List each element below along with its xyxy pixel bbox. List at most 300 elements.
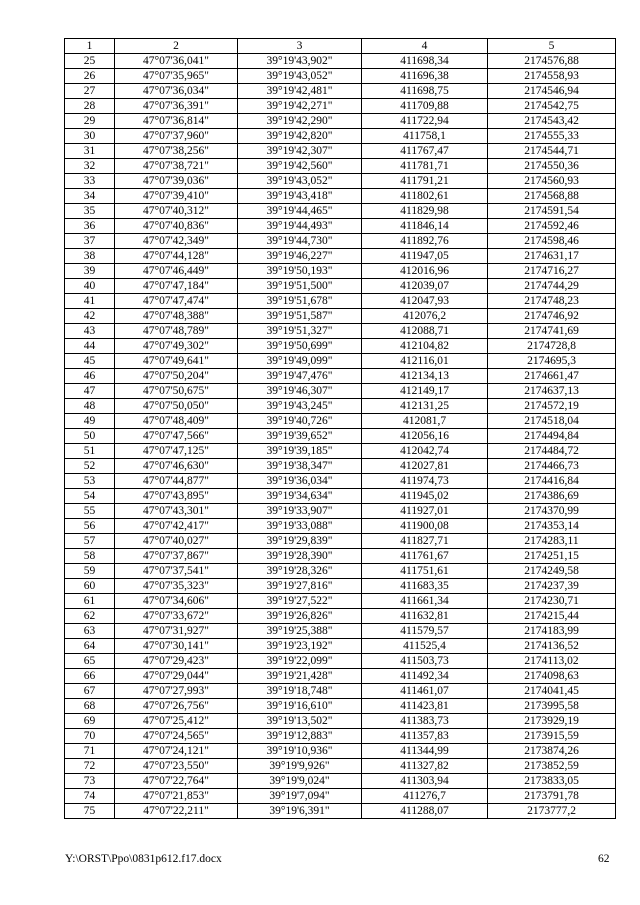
cell-latitude: 47°07'47,125" bbox=[115, 444, 238, 459]
cell-y-coordinate: 2173833,05 bbox=[488, 774, 616, 789]
cell-longitude: 39°19'25,388" bbox=[238, 624, 362, 639]
cell-point-number: 70 bbox=[65, 729, 115, 744]
cell-x-coordinate: 411927,01 bbox=[362, 504, 488, 519]
cell-latitude: 47°07'42,349" bbox=[115, 234, 238, 249]
table-row bbox=[65, 519, 616, 534]
cell-x-coordinate: 411761,67 bbox=[362, 549, 488, 564]
cell-longitude: 39°19'51,678" bbox=[238, 294, 362, 309]
cell-latitude: 47°07'36,041" bbox=[115, 54, 238, 69]
cell-x-coordinate: 411276,7 bbox=[362, 789, 488, 804]
cell-y-coordinate: 2173995,58 bbox=[488, 699, 616, 714]
cell-x-coordinate: 411767,47 bbox=[362, 144, 488, 159]
cell-y-coordinate: 2174631,17 bbox=[488, 249, 616, 264]
cell-x-coordinate: 411802,61 bbox=[362, 189, 488, 204]
cell-point-number: 47 bbox=[65, 384, 115, 399]
cell-longitude: 39°19'13,502" bbox=[238, 714, 362, 729]
cell-y-coordinate: 2174746,92 bbox=[488, 309, 616, 324]
cell-latitude: 47°07'37,960" bbox=[115, 129, 238, 144]
table-row bbox=[65, 84, 616, 99]
cell-y-coordinate: 2174416,84 bbox=[488, 474, 616, 489]
cell-x-coordinate: 411900,08 bbox=[362, 519, 488, 534]
cell-point-number: 45 bbox=[65, 354, 115, 369]
cell-x-coordinate: 411709,88 bbox=[362, 99, 488, 114]
cell-x-coordinate: 412047,93 bbox=[362, 294, 488, 309]
cell-point-number: 56 bbox=[65, 519, 115, 534]
cell-point-number: 28 bbox=[65, 99, 115, 114]
table-row bbox=[65, 99, 616, 114]
cell-point-number: 61 bbox=[65, 594, 115, 609]
table-row bbox=[65, 384, 616, 399]
cell-longitude: 39°19'39,185" bbox=[238, 444, 362, 459]
cell-latitude: 47°07'24,121" bbox=[115, 744, 238, 759]
cell-latitude: 47°07'47,184" bbox=[115, 279, 238, 294]
cell-latitude: 47°07'26,756" bbox=[115, 699, 238, 714]
cell-y-coordinate: 2174592,46 bbox=[488, 219, 616, 234]
table-row bbox=[65, 774, 616, 789]
cell-x-coordinate: 412149,17 bbox=[362, 384, 488, 399]
cell-latitude: 47°07'48,789" bbox=[115, 324, 238, 339]
cell-point-number: 35 bbox=[65, 204, 115, 219]
table-row bbox=[65, 354, 616, 369]
table-row bbox=[65, 114, 616, 129]
cell-x-coordinate: 412042,74 bbox=[362, 444, 488, 459]
cell-x-coordinate: 411698,75 bbox=[362, 84, 488, 99]
cell-longitude: 39°19'40,726" bbox=[238, 414, 362, 429]
cell-longitude: 39°19'21,428" bbox=[238, 669, 362, 684]
cell-point-number: 55 bbox=[65, 504, 115, 519]
cell-y-coordinate: 2174546,94 bbox=[488, 84, 616, 99]
cell-longitude: 39°19'34,634" bbox=[238, 489, 362, 504]
cell-point-number: 50 bbox=[65, 429, 115, 444]
cell-x-coordinate: 412039,07 bbox=[362, 279, 488, 294]
cell-latitude: 47°07'36,391" bbox=[115, 99, 238, 114]
cell-x-coordinate: 412056,16 bbox=[362, 429, 488, 444]
cell-latitude: 47°07'47,474" bbox=[115, 294, 238, 309]
cell-latitude: 47°07'49,641" bbox=[115, 354, 238, 369]
cell-point-number: 46 bbox=[65, 369, 115, 384]
table-row bbox=[65, 144, 616, 159]
cell-y-coordinate: 2174249,58 bbox=[488, 564, 616, 579]
cell-longitude: 39°19'49,099" bbox=[238, 354, 362, 369]
cell-point-number: 31 bbox=[65, 144, 115, 159]
cell-y-coordinate: 2174748,23 bbox=[488, 294, 616, 309]
footer-file-path: Y:\ORST\Ppo\0831p612.f17.docx bbox=[65, 853, 222, 865]
cell-y-coordinate: 2173929,19 bbox=[488, 714, 616, 729]
table-row bbox=[65, 189, 616, 204]
cell-y-coordinate: 2174728,8 bbox=[488, 339, 616, 354]
cell-x-coordinate: 411525,4 bbox=[362, 639, 488, 654]
cell-longitude: 39°19'6,391" bbox=[238, 804, 362, 819]
cell-y-coordinate: 2174560,93 bbox=[488, 174, 616, 189]
table-row bbox=[65, 69, 616, 84]
table-row bbox=[65, 654, 616, 669]
cell-x-coordinate: 411974,73 bbox=[362, 474, 488, 489]
table-row bbox=[65, 399, 616, 414]
cell-point-number: 42 bbox=[65, 309, 115, 324]
cell-latitude: 47°07'40,312" bbox=[115, 204, 238, 219]
cell-point-number: 51 bbox=[65, 444, 115, 459]
table-row bbox=[65, 294, 616, 309]
cell-y-coordinate: 2173874,26 bbox=[488, 744, 616, 759]
cell-longitude: 39°19'46,227" bbox=[238, 249, 362, 264]
cell-latitude: 47°07'44,128" bbox=[115, 249, 238, 264]
cell-x-coordinate: 412027,81 bbox=[362, 459, 488, 474]
cell-y-coordinate: 2174544,71 bbox=[488, 144, 616, 159]
table-row bbox=[65, 234, 616, 249]
cell-x-coordinate: 411829,98 bbox=[362, 204, 488, 219]
table-row bbox=[65, 549, 616, 564]
cell-x-coordinate: 412131,25 bbox=[362, 399, 488, 414]
table-row bbox=[65, 699, 616, 714]
cell-x-coordinate: 411383,73 bbox=[362, 714, 488, 729]
table-row bbox=[65, 309, 616, 324]
table-row bbox=[65, 639, 616, 654]
table-row bbox=[65, 804, 616, 819]
cell-longitude: 39°19'43,418" bbox=[238, 189, 362, 204]
cell-latitude: 47°07'38,256" bbox=[115, 144, 238, 159]
cell-y-coordinate: 2174568,88 bbox=[488, 189, 616, 204]
cell-y-coordinate: 2174215,44 bbox=[488, 609, 616, 624]
cell-point-number: 54 bbox=[65, 489, 115, 504]
table-row bbox=[65, 249, 616, 264]
cell-x-coordinate: 411696,38 bbox=[362, 69, 488, 84]
table-row bbox=[65, 744, 616, 759]
cell-latitude: 47°07'50,050" bbox=[115, 399, 238, 414]
cell-x-coordinate: 411827,71 bbox=[362, 534, 488, 549]
cell-latitude: 47°07'44,877" bbox=[115, 474, 238, 489]
cell-point-number: 49 bbox=[65, 414, 115, 429]
cell-longitude: 39°19'16,610" bbox=[238, 699, 362, 714]
cell-longitude: 39°19'27,522" bbox=[238, 594, 362, 609]
cell-longitude: 39°19'28,390" bbox=[238, 549, 362, 564]
table-row bbox=[65, 489, 616, 504]
cell-latitude: 47°07'36,814" bbox=[115, 114, 238, 129]
cell-y-coordinate: 2174598,46 bbox=[488, 234, 616, 249]
cell-y-coordinate: 2174466,73 bbox=[488, 459, 616, 474]
cell-point-number: 62 bbox=[65, 609, 115, 624]
cell-point-number: 26 bbox=[65, 69, 115, 84]
cell-longitude: 39°19'27,816" bbox=[238, 579, 362, 594]
table-row bbox=[65, 414, 616, 429]
cell-point-number: 38 bbox=[65, 249, 115, 264]
cell-x-coordinate: 411461,07 bbox=[362, 684, 488, 699]
cell-latitude: 47°07'40,836" bbox=[115, 219, 238, 234]
cell-x-coordinate: 411303,94 bbox=[362, 774, 488, 789]
cell-latitude: 47°07'48,409" bbox=[115, 414, 238, 429]
cell-latitude: 47°07'39,410" bbox=[115, 189, 238, 204]
cell-y-coordinate: 2174518,04 bbox=[488, 414, 616, 429]
cell-latitude: 47°07'27,993" bbox=[115, 684, 238, 699]
cell-y-coordinate: 2173791,78 bbox=[488, 789, 616, 804]
cell-x-coordinate: 411327,82 bbox=[362, 759, 488, 774]
cell-latitude: 47°07'24,565" bbox=[115, 729, 238, 744]
table-row bbox=[65, 264, 616, 279]
cell-y-coordinate: 2174251,15 bbox=[488, 549, 616, 564]
cell-point-number: 43 bbox=[65, 324, 115, 339]
cell-x-coordinate: 411947,05 bbox=[362, 249, 488, 264]
cell-latitude: 47°07'37,867" bbox=[115, 549, 238, 564]
cell-longitude: 39°19'22,099" bbox=[238, 654, 362, 669]
cell-longitude: 39°19'43,902" bbox=[238, 54, 362, 69]
cell-point-number: 30 bbox=[65, 129, 115, 144]
cell-x-coordinate: 411344,99 bbox=[362, 744, 488, 759]
cell-latitude: 47°07'47,566" bbox=[115, 429, 238, 444]
cell-longitude: 39°19'26,826" bbox=[238, 609, 362, 624]
cell-y-coordinate: 2174695,3 bbox=[488, 354, 616, 369]
cell-y-coordinate: 2174484,72 bbox=[488, 444, 616, 459]
cell-longitude: 39°19'42,481" bbox=[238, 84, 362, 99]
table-row bbox=[65, 429, 616, 444]
table-row bbox=[65, 624, 616, 639]
cell-longitude: 39°19'29,839" bbox=[238, 534, 362, 549]
cell-latitude: 47°07'33,672" bbox=[115, 609, 238, 624]
table-row bbox=[65, 474, 616, 489]
cell-longitude: 39°19'51,587" bbox=[238, 309, 362, 324]
cell-point-number: 48 bbox=[65, 399, 115, 414]
cell-latitude: 47°07'29,423" bbox=[115, 654, 238, 669]
cell-x-coordinate: 412116,01 bbox=[362, 354, 488, 369]
cell-y-coordinate: 2174572,19 bbox=[488, 399, 616, 414]
table-row bbox=[65, 444, 616, 459]
cell-latitude: 47°07'46,449" bbox=[115, 264, 238, 279]
table-row bbox=[65, 609, 616, 624]
cell-y-coordinate: 2174716,27 bbox=[488, 264, 616, 279]
cell-point-number: 67 bbox=[65, 684, 115, 699]
cell-y-coordinate: 2174230,71 bbox=[488, 594, 616, 609]
cell-point-number: 41 bbox=[65, 294, 115, 309]
cell-latitude: 47°07'43,895" bbox=[115, 489, 238, 504]
cell-latitude: 47°07'50,675" bbox=[115, 384, 238, 399]
cell-point-number: 71 bbox=[65, 744, 115, 759]
cell-y-coordinate: 2174283,11 bbox=[488, 534, 616, 549]
cell-longitude: 39°19'51,500" bbox=[238, 279, 362, 294]
cell-longitude: 39°19'43,245" bbox=[238, 399, 362, 414]
cell-y-coordinate: 2174041,45 bbox=[488, 684, 616, 699]
cell-longitude: 39°19'42,560" bbox=[238, 159, 362, 174]
cell-longitude: 39°19'18,748" bbox=[238, 684, 362, 699]
cell-point-number: 68 bbox=[65, 699, 115, 714]
cell-x-coordinate: 411781,71 bbox=[362, 159, 488, 174]
cell-x-coordinate: 411683,35 bbox=[362, 579, 488, 594]
cell-longitude: 39°19'36,034" bbox=[238, 474, 362, 489]
table-row bbox=[65, 534, 616, 549]
cell-x-coordinate: 412081,7 bbox=[362, 414, 488, 429]
cell-point-number: 60 bbox=[65, 579, 115, 594]
cell-latitude: 47°07'38,721" bbox=[115, 159, 238, 174]
cell-y-coordinate: 2173777,2 bbox=[488, 804, 616, 819]
cell-longitude: 39°19'39,652" bbox=[238, 429, 362, 444]
cell-x-coordinate: 411698,34 bbox=[362, 54, 488, 69]
cell-x-coordinate: 411846,14 bbox=[362, 219, 488, 234]
cell-point-number: 40 bbox=[65, 279, 115, 294]
cell-point-number: 34 bbox=[65, 189, 115, 204]
table-row bbox=[65, 174, 616, 189]
cell-latitude: 47°07'34,606" bbox=[115, 594, 238, 609]
cell-latitude: 47°07'22,764" bbox=[115, 774, 238, 789]
cell-longitude: 39°19'42,271" bbox=[238, 99, 362, 114]
cell-x-coordinate: 412088,71 bbox=[362, 324, 488, 339]
cell-longitude: 39°19'43,052" bbox=[238, 174, 362, 189]
cell-longitude: 39°19'42,307" bbox=[238, 144, 362, 159]
cell-longitude: 39°19'23,192" bbox=[238, 639, 362, 654]
cell-longitude: 39°19'12,883" bbox=[238, 729, 362, 744]
cell-x-coordinate: 411661,34 bbox=[362, 594, 488, 609]
cell-latitude: 47°07'22,211" bbox=[115, 804, 238, 819]
table-row bbox=[65, 714, 616, 729]
cell-y-coordinate: 2174098,63 bbox=[488, 669, 616, 684]
cell-point-number: 66 bbox=[65, 669, 115, 684]
table-row bbox=[65, 504, 616, 519]
cell-y-coordinate: 2174661,47 bbox=[488, 369, 616, 384]
cell-point-number: 64 bbox=[65, 639, 115, 654]
cell-y-coordinate: 2174386,69 bbox=[488, 489, 616, 504]
cell-point-number: 27 bbox=[65, 84, 115, 99]
table-row bbox=[65, 339, 616, 354]
cell-point-number: 44 bbox=[65, 339, 115, 354]
cell-latitude: 47°07'29,044" bbox=[115, 669, 238, 684]
cell-latitude: 47°07'46,630" bbox=[115, 459, 238, 474]
cell-y-coordinate: 2174637,13 bbox=[488, 384, 616, 399]
table-row bbox=[65, 729, 616, 744]
table-row bbox=[65, 759, 616, 774]
cell-longitude: 39°19'44,730" bbox=[238, 234, 362, 249]
table-row bbox=[65, 159, 616, 174]
cell-latitude: 47°07'35,323" bbox=[115, 579, 238, 594]
cell-y-coordinate: 2174591,54 bbox=[488, 204, 616, 219]
cell-latitude: 47°07'25,412" bbox=[115, 714, 238, 729]
cell-y-coordinate: 2174113,02 bbox=[488, 654, 616, 669]
table-row bbox=[65, 579, 616, 594]
cell-longitude: 39°19'7,094" bbox=[238, 789, 362, 804]
cell-y-coordinate: 2174543,42 bbox=[488, 114, 616, 129]
header-cell-point-number: 1 bbox=[65, 39, 115, 54]
cell-point-number: 72 bbox=[65, 759, 115, 774]
cell-x-coordinate: 412134,13 bbox=[362, 369, 488, 384]
cell-latitude: 47°07'31,927" bbox=[115, 624, 238, 639]
cell-x-coordinate: 411892,76 bbox=[362, 234, 488, 249]
cell-point-number: 25 bbox=[65, 54, 115, 69]
cell-point-number: 53 bbox=[65, 474, 115, 489]
cell-latitude: 47°07'36,034" bbox=[115, 84, 238, 99]
cell-longitude: 39°19'43,052" bbox=[238, 69, 362, 84]
cell-latitude: 47°07'21,853" bbox=[115, 789, 238, 804]
table-row bbox=[65, 669, 616, 684]
cell-longitude: 39°19'42,820" bbox=[238, 129, 362, 144]
cell-x-coordinate: 411722,94 bbox=[362, 114, 488, 129]
header-cell-y-coordinate: 5 bbox=[488, 39, 616, 54]
cell-x-coordinate: 412076,2 bbox=[362, 309, 488, 324]
cell-latitude: 47°07'40,027" bbox=[115, 534, 238, 549]
cell-y-coordinate: 2174744,29 bbox=[488, 279, 616, 294]
cell-latitude: 47°07'35,965" bbox=[115, 69, 238, 84]
cell-point-number: 39 bbox=[65, 264, 115, 279]
cell-latitude: 47°07'37,541" bbox=[115, 564, 238, 579]
cell-point-number: 59 bbox=[65, 564, 115, 579]
cell-point-number: 33 bbox=[65, 174, 115, 189]
cell-latitude: 47°07'30,141" bbox=[115, 639, 238, 654]
cell-x-coordinate: 411503,73 bbox=[362, 654, 488, 669]
cell-longitude: 39°19'46,307" bbox=[238, 384, 362, 399]
cell-y-coordinate: 2174741,69 bbox=[488, 324, 616, 339]
cell-point-number: 65 bbox=[65, 654, 115, 669]
cell-y-coordinate: 2173852,59 bbox=[488, 759, 616, 774]
cell-y-coordinate: 2174550,36 bbox=[488, 159, 616, 174]
cell-x-coordinate: 411423,81 bbox=[362, 699, 488, 714]
coordinates-table bbox=[64, 38, 616, 819]
cell-y-coordinate: 2174353,14 bbox=[488, 519, 616, 534]
cell-point-number: 73 bbox=[65, 774, 115, 789]
cell-longitude: 39°19'38,347" bbox=[238, 459, 362, 474]
cell-y-coordinate: 2173915,59 bbox=[488, 729, 616, 744]
cell-y-coordinate: 2174576,88 bbox=[488, 54, 616, 69]
header-cell-latitude: 2 bbox=[115, 39, 238, 54]
cell-point-number: 69 bbox=[65, 714, 115, 729]
cell-longitude: 39°19'33,088" bbox=[238, 519, 362, 534]
table-row bbox=[65, 369, 616, 384]
cell-x-coordinate: 411751,61 bbox=[362, 564, 488, 579]
cell-point-number: 57 bbox=[65, 534, 115, 549]
cell-longitude: 39°19'44,465" bbox=[238, 204, 362, 219]
table-body bbox=[65, 54, 616, 819]
cell-longitude: 39°19'50,193" bbox=[238, 264, 362, 279]
table-row bbox=[65, 279, 616, 294]
cell-longitude: 39°19'28,326" bbox=[238, 564, 362, 579]
cell-point-number: 32 bbox=[65, 159, 115, 174]
cell-y-coordinate: 2174183,99 bbox=[488, 624, 616, 639]
table-row bbox=[65, 789, 616, 804]
cell-latitude: 47°07'43,301" bbox=[115, 504, 238, 519]
cell-x-coordinate: 411632,81 bbox=[362, 609, 488, 624]
cell-latitude: 47°07'39,036" bbox=[115, 174, 238, 189]
table-row bbox=[65, 684, 616, 699]
cell-latitude: 47°07'50,204" bbox=[115, 369, 238, 384]
table-row bbox=[65, 564, 616, 579]
cell-x-coordinate: 411288,07 bbox=[362, 804, 488, 819]
cell-x-coordinate: 411758,1 bbox=[362, 129, 488, 144]
cell-point-number: 52 bbox=[65, 459, 115, 474]
cell-longitude: 39°19'42,290" bbox=[238, 114, 362, 129]
footer-page-number: 62 bbox=[598, 853, 610, 865]
table-header-row bbox=[65, 39, 616, 54]
cell-longitude: 39°19'51,327" bbox=[238, 324, 362, 339]
cell-longitude: 39°19'9,926" bbox=[238, 759, 362, 774]
cell-point-number: 36 bbox=[65, 219, 115, 234]
cell-y-coordinate: 2174494,84 bbox=[488, 429, 616, 444]
cell-point-number: 75 bbox=[65, 804, 115, 819]
cell-point-number: 37 bbox=[65, 234, 115, 249]
cell-longitude: 39°19'9,024" bbox=[238, 774, 362, 789]
cell-x-coordinate: 411357,83 bbox=[362, 729, 488, 744]
header-cell-longitude: 3 bbox=[238, 39, 362, 54]
cell-x-coordinate: 411791,21 bbox=[362, 174, 488, 189]
cell-longitude: 39°19'10,936" bbox=[238, 744, 362, 759]
cell-longitude: 39°19'44,493" bbox=[238, 219, 362, 234]
cell-longitude: 39°19'50,699" bbox=[238, 339, 362, 354]
cell-x-coordinate: 412104,82 bbox=[362, 339, 488, 354]
cell-x-coordinate: 412016,96 bbox=[362, 264, 488, 279]
table-row bbox=[65, 54, 616, 69]
cell-longitude: 39°19'47,476" bbox=[238, 369, 362, 384]
cell-y-coordinate: 2174555,33 bbox=[488, 129, 616, 144]
table-row bbox=[65, 459, 616, 474]
table-row bbox=[65, 324, 616, 339]
cell-latitude: 47°07'23,550" bbox=[115, 759, 238, 774]
table-row bbox=[65, 129, 616, 144]
table-row bbox=[65, 219, 616, 234]
cell-point-number: 74 bbox=[65, 789, 115, 804]
cell-y-coordinate: 2174558,93 bbox=[488, 69, 616, 84]
cell-y-coordinate: 2174237,39 bbox=[488, 579, 616, 594]
